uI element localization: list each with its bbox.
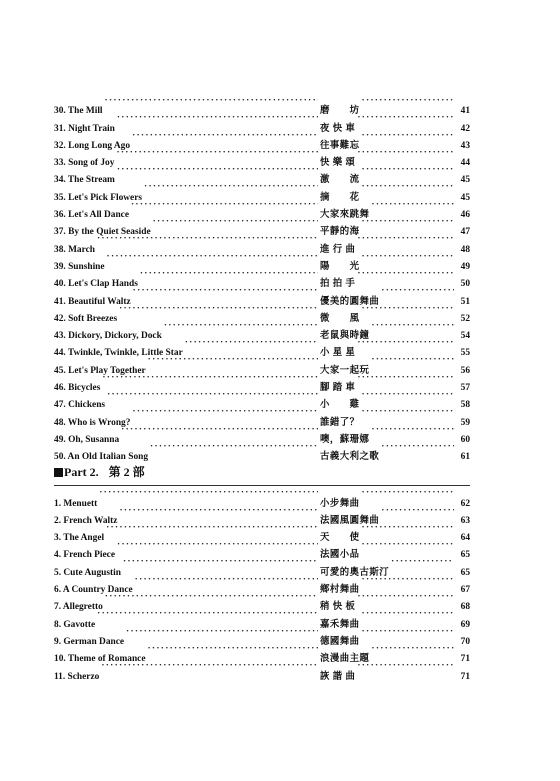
entry-title: 32. Long Long Ago bbox=[54, 140, 131, 151]
entry-title: 6. A Country Dance bbox=[54, 585, 133, 596]
entry-page: 71 bbox=[460, 671, 470, 682]
entry-page: 65 bbox=[460, 550, 470, 561]
dot-leader bbox=[362, 131, 454, 148]
dot-leader bbox=[147, 644, 318, 661]
entry-title-zh: 嘉禾舞曲 bbox=[320, 619, 360, 630]
dot-leader bbox=[357, 373, 454, 390]
entry-title: 37. By the Quiet Seaside bbox=[54, 227, 151, 238]
entry-page: 70 bbox=[460, 636, 470, 647]
part2-list bbox=[54, 488, 470, 682]
entry-page: 62 bbox=[460, 498, 470, 509]
entry-page: 45 bbox=[460, 175, 470, 186]
entry-title-zh: 古義大利之歌 bbox=[320, 452, 380, 463]
entry-title-zh: 詼 諧 曲 bbox=[320, 671, 356, 682]
entry-page: 46 bbox=[460, 210, 470, 221]
toc-entry bbox=[54, 234, 470, 255]
entry-page: 44 bbox=[460, 158, 470, 169]
dot-leader bbox=[99, 488, 318, 505]
dot-leader bbox=[362, 523, 454, 540]
dot-leader bbox=[131, 200, 318, 217]
dot-leader bbox=[381, 286, 454, 303]
dot-leader bbox=[117, 165, 318, 182]
entry-page: 63 bbox=[460, 515, 470, 526]
dot-leader bbox=[117, 113, 318, 130]
entry-title-zh: 小 星 星 bbox=[320, 348, 356, 359]
dot-leader bbox=[362, 252, 454, 269]
toc-entry bbox=[54, 627, 470, 647]
dot-leader bbox=[164, 321, 318, 338]
dot-leader bbox=[150, 442, 318, 459]
toc-entry bbox=[54, 609, 470, 630]
dot-leader bbox=[381, 506, 454, 523]
entry-title-zh: 天 使 bbox=[320, 533, 360, 544]
entry-title: 41. Beautiful Waltz bbox=[54, 296, 131, 307]
entry-title: 40. Let's Clap Hands bbox=[54, 279, 138, 290]
dot-leader bbox=[371, 321, 454, 338]
entry-title: 30. The Mill bbox=[54, 106, 103, 117]
dot-leader bbox=[119, 304, 318, 321]
dot-leader bbox=[105, 96, 318, 113]
dot-leader bbox=[362, 540, 454, 557]
entry-title-zh: 小步舞曲 bbox=[320, 498, 360, 509]
dot-leader bbox=[132, 407, 318, 424]
dot-leader bbox=[381, 442, 454, 459]
entry-page: 71 bbox=[460, 654, 470, 665]
dot-leader bbox=[107, 252, 318, 269]
entry-page: 55 bbox=[460, 348, 470, 359]
entry-page: 68 bbox=[460, 602, 470, 613]
entry-title-zh: 往事難忘 bbox=[320, 140, 360, 151]
entry-title: 3. The Angel bbox=[54, 533, 105, 544]
dot-leader bbox=[357, 234, 454, 251]
dot-leader bbox=[371, 644, 454, 661]
dot-leader bbox=[362, 165, 454, 182]
toc-entry bbox=[54, 165, 470, 186]
entry-title-zh: 腳 踏 車 bbox=[320, 383, 356, 394]
dot-leader bbox=[105, 592, 318, 609]
part1-list bbox=[54, 96, 470, 463]
entry-title-zh: 大家來跳舞 bbox=[320, 210, 370, 221]
entry-page: 50 bbox=[460, 279, 470, 290]
entry-title: 36. Let's All Dance bbox=[54, 210, 129, 221]
dot-leader bbox=[362, 407, 454, 424]
toc-entry bbox=[54, 113, 470, 134]
entry-title-zh: 拍 拍 手 bbox=[320, 279, 356, 290]
toc-entry bbox=[54, 506, 470, 526]
entry-page: 42 bbox=[460, 123, 470, 134]
toc-entry bbox=[54, 252, 470, 272]
dot-leader bbox=[144, 182, 318, 199]
toc-entry bbox=[54, 592, 470, 613]
entry-title-zh: 快 樂 頌 bbox=[320, 158, 356, 169]
entry-title: 39. Sunshine bbox=[54, 261, 105, 272]
entry-title: 47. Chickens bbox=[54, 400, 106, 411]
entry-zh-column bbox=[320, 442, 470, 467]
toc-entry bbox=[54, 407, 470, 428]
dot-leader bbox=[357, 269, 454, 286]
entry-title: 11. Scherzo bbox=[54, 671, 100, 682]
entry-title-zh: 進 行 曲 bbox=[320, 244, 356, 255]
dot-leader bbox=[357, 338, 454, 355]
dot-leader bbox=[357, 661, 454, 678]
dot-leader bbox=[133, 286, 318, 303]
toc-entry bbox=[54, 373, 470, 394]
square-bullet-icon bbox=[54, 468, 63, 477]
dot-leader bbox=[362, 575, 454, 592]
dot-leader bbox=[362, 609, 454, 626]
dot-leader bbox=[148, 355, 318, 372]
toc-entry bbox=[54, 540, 470, 561]
entry-zh-column bbox=[320, 661, 470, 686]
dot-leader bbox=[357, 148, 454, 165]
entry-page: 49 bbox=[460, 261, 470, 272]
dot-leader bbox=[357, 113, 454, 130]
toc-entry bbox=[54, 96, 470, 117]
dot-leader bbox=[371, 355, 454, 372]
entry-page: 65 bbox=[460, 567, 470, 578]
entry-title-zh: 可愛的奧古斯汀 bbox=[320, 567, 390, 578]
dot-leader bbox=[97, 234, 318, 251]
entry-title: 50. An Old Italian Song bbox=[54, 452, 149, 463]
dot-leader bbox=[126, 627, 318, 644]
entry-title: 46. Bicycles bbox=[54, 383, 101, 394]
dot-leader bbox=[106, 523, 318, 540]
entry-title: 2. French Waltz bbox=[54, 515, 118, 526]
entry-title: 33. Song of Joy bbox=[54, 158, 115, 169]
dot-leader bbox=[101, 661, 318, 678]
entry-page: 41 bbox=[460, 106, 470, 117]
entry-title: 45. Let's Play Together bbox=[54, 365, 146, 376]
dot-leader bbox=[185, 338, 318, 355]
entry-title: 31. Night Train bbox=[54, 123, 115, 134]
dot-leader bbox=[362, 488, 454, 505]
dot-leader bbox=[119, 506, 318, 523]
entry-title-zh: 小 雞 bbox=[320, 400, 360, 411]
entry-title-zh: 浪漫曲主題 bbox=[320, 654, 370, 665]
entry-title: 42. Soft Breezes bbox=[54, 313, 118, 324]
entry-title-zh: 摘 花 bbox=[320, 192, 360, 203]
dot-leader bbox=[371, 425, 454, 442]
dot-leader bbox=[371, 200, 454, 217]
entry-title: 1. Menuett bbox=[54, 498, 98, 509]
dot-leader bbox=[140, 269, 318, 286]
entry-title: 34. The Stream bbox=[54, 175, 115, 186]
dot-leader bbox=[132, 131, 318, 148]
toc-entry bbox=[54, 131, 470, 151]
dot-leader bbox=[391, 557, 454, 574]
dot-leader bbox=[362, 217, 454, 234]
entry-title-zh: 鄉村舞曲 bbox=[320, 585, 360, 596]
entry-title: 7. Allegretto bbox=[54, 602, 103, 613]
dot-leader bbox=[362, 304, 454, 321]
entry-title-zh: 平靜的海 bbox=[320, 227, 360, 238]
dot-leader bbox=[362, 182, 454, 199]
dot-leader bbox=[362, 390, 454, 407]
entry-page: 58 bbox=[460, 400, 470, 411]
entry-title: 49. Oh, Susanna bbox=[54, 434, 120, 445]
entry-title-zh: 噢，蘇珊娜 bbox=[320, 434, 370, 445]
toc-entry bbox=[54, 269, 470, 290]
entry-title: 44. Twinkle, Twinkle, Little Star bbox=[54, 348, 183, 359]
toc-entry bbox=[54, 390, 470, 411]
entry-title: 10. Theme of Romance bbox=[54, 654, 146, 665]
entry-page: 67 bbox=[460, 585, 470, 596]
entry-page: 57 bbox=[460, 383, 470, 394]
entry-page: 51 bbox=[460, 296, 470, 307]
entry-page: 47 bbox=[460, 227, 470, 238]
entry-page: 52 bbox=[460, 313, 470, 324]
toc-entry bbox=[54, 182, 470, 203]
dot-leader bbox=[117, 540, 318, 557]
entry-title-zh: 微 風 bbox=[320, 313, 360, 324]
dot-leader bbox=[97, 609, 318, 626]
entry-title-zh: 陽 光 bbox=[320, 261, 360, 272]
entry-page: 69 bbox=[460, 619, 470, 630]
part2-label: Part 2. bbox=[64, 465, 99, 480]
toc-entry bbox=[54, 488, 470, 509]
entry-page: 61 bbox=[460, 452, 470, 463]
dot-leader bbox=[116, 148, 318, 165]
entry-page: 64 bbox=[460, 533, 470, 544]
entry-title-zh: 老鼠與時鐘 bbox=[320, 331, 370, 342]
entry-page: 43 bbox=[460, 140, 470, 151]
entry-title-zh: 德國舞曲 bbox=[320, 636, 360, 647]
dot-leader bbox=[362, 627, 454, 644]
entry-title-zh: 磨 坊 bbox=[320, 106, 360, 117]
dot-leader bbox=[123, 557, 318, 574]
entry-title: 5. Cute Augustin bbox=[54, 567, 121, 578]
entry-title: 43. Dickory, Dickory, Dock bbox=[54, 331, 162, 342]
entry-title: 8. Gavotte bbox=[54, 619, 96, 630]
entry-page: 54 bbox=[460, 331, 470, 342]
toc-entry bbox=[54, 523, 470, 544]
divider bbox=[54, 485, 470, 486]
entry-page: 60 bbox=[460, 434, 470, 445]
part2-label-zh: 第 2 部 bbox=[108, 465, 145, 480]
toc-entry bbox=[54, 148, 470, 169]
toc-entry bbox=[54, 557, 470, 578]
entry-title-zh: 法國風圓舞曲 bbox=[320, 515, 380, 526]
dot-leader bbox=[102, 373, 318, 390]
entry-title: 9. German Dance bbox=[54, 636, 125, 647]
entry-title-zh: 法國小品 bbox=[320, 550, 360, 561]
entry-title-zh: 夜 快 車 bbox=[320, 123, 356, 134]
dot-leader bbox=[121, 425, 318, 442]
table-of-contents bbox=[54, 96, 470, 682]
entry-title-zh: 激 流 bbox=[320, 175, 360, 186]
dot-leader bbox=[135, 575, 318, 592]
entry-title-zh: 大家一起玩 bbox=[320, 365, 370, 376]
entry-page: 45 bbox=[460, 192, 470, 203]
entry-title-zh: 誰錯了？ bbox=[320, 417, 360, 428]
toc-entry bbox=[54, 661, 470, 682]
entry-title: 38. March bbox=[54, 244, 95, 255]
dot-leader bbox=[107, 390, 318, 407]
entry-title: 35. Let's Pick Flowers bbox=[54, 192, 143, 203]
dot-leader bbox=[357, 592, 454, 609]
entry-title-zh: 稍 快 板 bbox=[320, 602, 356, 613]
entry-title: 4. French Piece bbox=[54, 550, 116, 561]
entry-title: 48. Who is Wrong? bbox=[54, 417, 131, 428]
entry-page: 59 bbox=[460, 417, 470, 428]
entry-title-zh: 優美的圓舞曲 bbox=[320, 296, 380, 307]
entry-page: 48 bbox=[460, 244, 470, 255]
dot-leader bbox=[362, 96, 454, 113]
entry-page: 56 bbox=[460, 365, 470, 376]
dot-leader bbox=[153, 217, 318, 234]
